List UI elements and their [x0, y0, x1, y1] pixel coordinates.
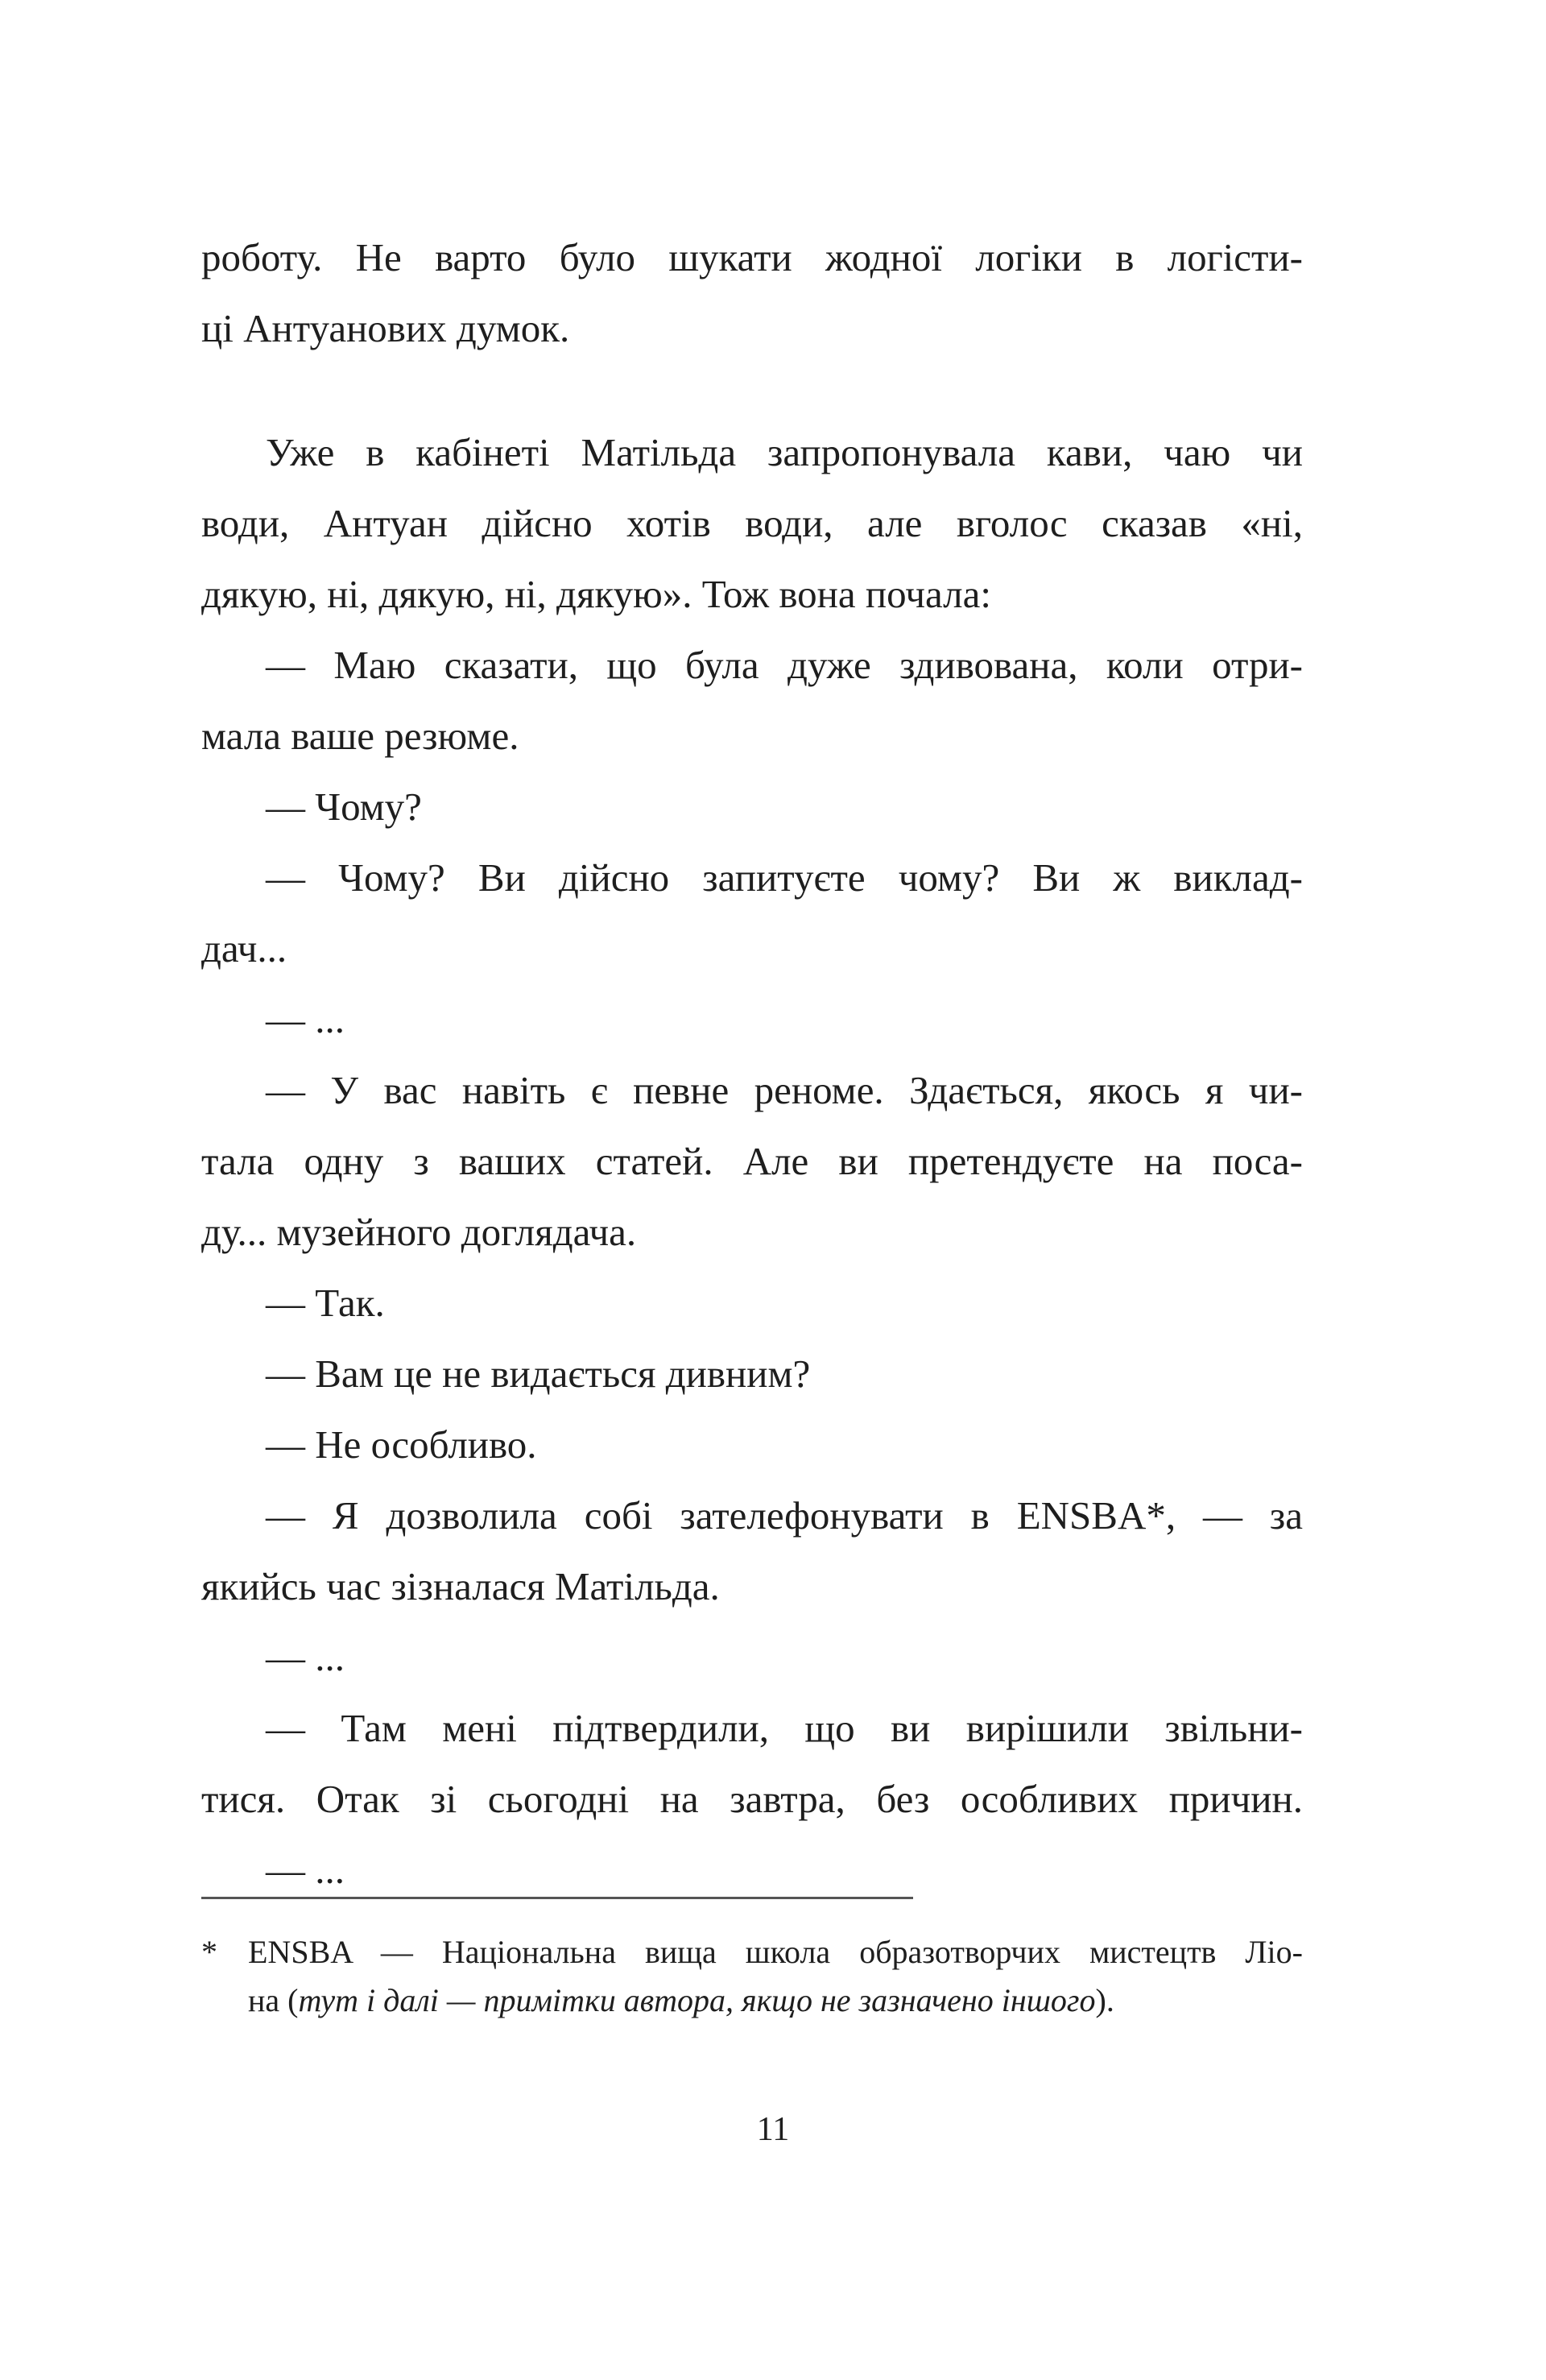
footnote-italic-text: тут і далі — примітки автора, якщо не зазначено іншого: [298, 1982, 1096, 2018]
footnote-marker: *: [201, 1934, 217, 1970]
text-line: дач...: [201, 926, 287, 971]
text-line: — Чому? Ви дійсно запитуєте чому? Ви ж виклад-: [266, 855, 1303, 900]
text-line: тися. Отак зі сьогодні на завтра, без особливих причин.: [201, 1777, 1303, 1821]
text-line: тала одну з ваших статей. Але ви претендуєте на поса-: [201, 1139, 1303, 1183]
text-line: роботу. Не варто було шукати жодної логіки в логісти-: [201, 235, 1303, 279]
text-line: — У вас навіть є певне реноме. Здається, якось я чи-: [266, 1068, 1303, 1112]
text-line: — Я дозволила собі зателефонувати в ENSBA*, — за: [266, 1493, 1303, 1538]
text-line: якийсь час зізналася Матільда.: [201, 1564, 720, 1608]
footnote-line-1: ENSBA — Національна вища школа образотворчих мистецтв Ліо-: [248, 1934, 1303, 1970]
text-line: — Там мені підтвердили, що ви вирішили звільни-: [266, 1706, 1303, 1750]
text-line: — ...: [266, 997, 345, 1041]
page-number: 11: [756, 2111, 790, 2148]
text-line: — ...: [266, 1635, 345, 1679]
text-line: мала ваше резюме.: [201, 714, 519, 758]
text-line: ці Антуанових думок.: [201, 306, 570, 350]
text-line: — Так.: [266, 1281, 385, 1325]
text-line: — Вам це не видається дивним?: [266, 1351, 811, 1396]
text-line: — Маю сказати, що була дуже здивована, коли отри-: [266, 643, 1303, 687]
text-line: — Не особливо.: [266, 1422, 537, 1467]
text-line: дякую, ні, дякую, ні, дякую». Тож вона почала:: [201, 572, 991, 616]
footnote-line-2: [248, 1981, 1303, 2021]
footnote-divider: [201, 1897, 913, 1899]
footnote-text: на (: [248, 1982, 299, 2018]
text-line: ду... музейного доглядача.: [201, 1210, 637, 1254]
footnote-text-end: ).: [1095, 1982, 1114, 2018]
text-line: Уже в кабінеті Матільда запропонувала кави, чаю чи: [266, 430, 1303, 474]
text-line: води, Антуан дійсно хотів води, але вголос сказав «ні,: [201, 501, 1303, 545]
text-line: — ...: [266, 1848, 345, 1892]
text-line: — Чому?: [266, 784, 422, 829]
